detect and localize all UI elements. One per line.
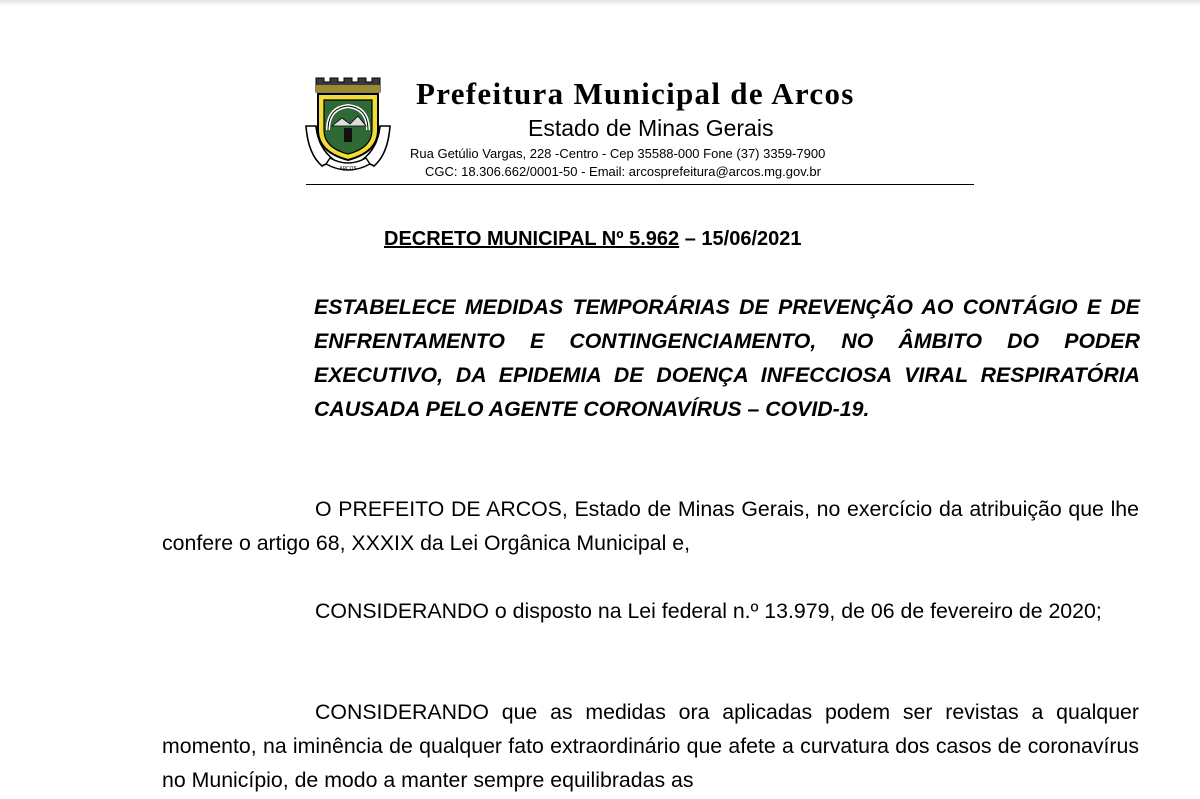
paragraph-considerando-2: CONSIDERANDO que as medidas ora aplicadas podem ser revistas a qualquer momento, na iminência de qualquer fato extraordinário que afete a curvatura dos casos de coronavírus no Município, de modo a manter sempre equilibradas as [162,700,1139,792]
header-divider [306,184,974,185]
city-crest-logo [304,74,392,178]
header-subtitle: Estado de Minas Gerais [528,115,774,141]
crest-scroll-text: ARCOS [339,166,357,172]
viewer-top-shadow [0,0,1200,6]
paragraph-preamble: O PREFEITO DE ARCOS, Estado de Minas Gerais, no exercício da atribuição que lhe confere o artigo 68, XXXIX da Lei Orgânica Municipal e, [162,497,1139,555]
header-title: Prefeitura Municipal de Arcos [416,76,855,111]
decree-date: – 15/06/2021 [679,228,802,250]
header-contact: CGC: 18.306.662/0001-50 - Email: arcosprefeitura@arcos.mg.gov.br [425,164,821,179]
header-address: Rua Getúlio Vargas, 228 -Centro - Cep 35588-000 Fone (37) 3359-7900 [410,146,826,161]
decree-summary: ESTABELECE MEDIDAS TEMPORÁRIAS DE PREVENÇÃO AO CONTÁGIO E DE ENFRENTAMENTO E CONTINGENCIAMENTO, NO ÂMBITO DO PODER EXECUTIVO, DA EPIDEMIA DE DOENÇA INFECCIOSA VIRAL RESPIRATÓRIA CAUSADA PELO AGENTE CORONAVÍRUS – COVID-19. [314,295,1140,421]
decree-number: DECRETO MUNICIPAL Nº 5.962 [384,228,680,250]
decree-title [384,228,802,251]
paragraph-considerando-1: CONSIDERANDO o disposto na Lei federal n.º 13.979, de 06 de fevereiro de 2020; [315,599,1102,623]
